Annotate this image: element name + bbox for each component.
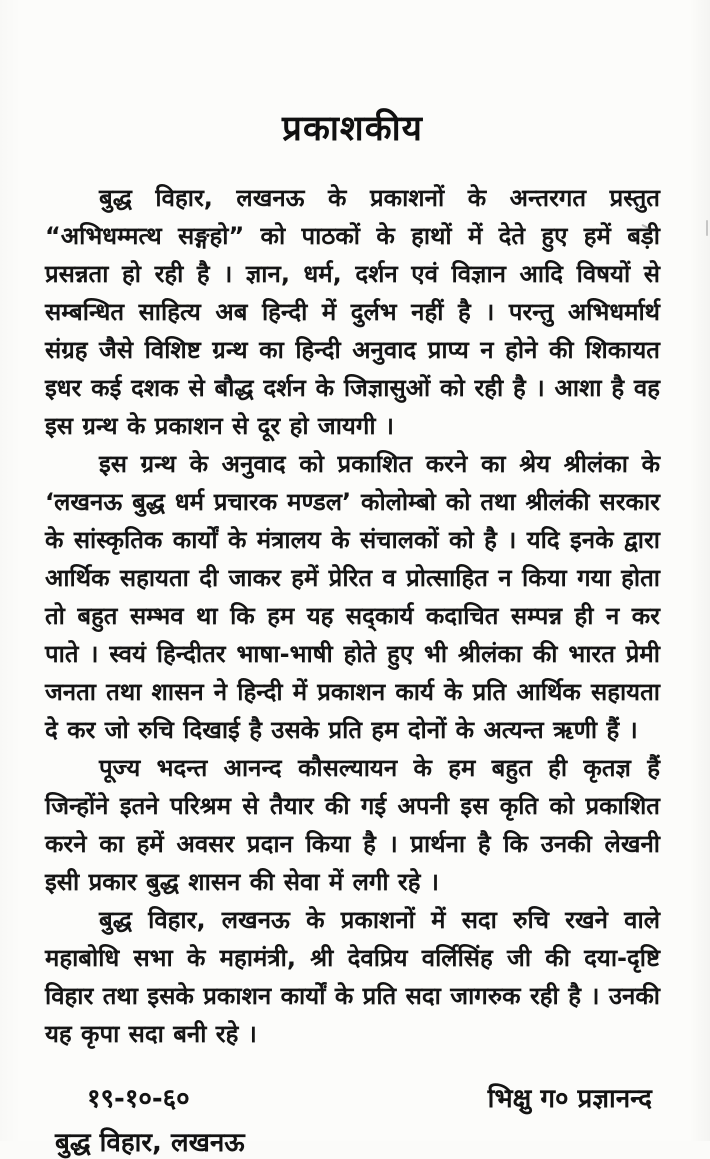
footer-place: बुद्ध विहार, लखनऊ bbox=[55, 1128, 245, 1158]
signature-row bbox=[45, 1079, 660, 1115]
paragraph-2: इस ग्रन्थ के अनुवाद को प्रकाशित करने का श्रेय श्रीलंका के ‘लखनऊ बुद्ध धर्म प्रचारक मण्डल’ कोलोम्बो को तथा श्रीलंकी सरकार के सांस्कृतिक कार्यों के मंत्रालय के संचालकों को है । यदि इनके द्वारा आर्थिक सहायता दी जाकर हमें प्रेरित व प्रोत्साहित न किया गया होता तो बहुत सम्भव था कि हम यह सद्कार्य कदाचित सम्पन्न ही न कर पाते । स्वयं हिन्दीतर भाषा-भाषी होते हुए भी श्रीलंका की भारत प्रेमी जनता तथा शासन ने हिन्दी में प्रकाशन कार्य के प्रति आर्थिक सहायता दे कर जो रुचि दिखाई है उसके प्रति हम दोनों के अत्यन्त ऋणी हैं । bbox=[45, 450, 660, 744]
footer-signature: भिक्षु ग० प्रज्ञानन्द bbox=[487, 1084, 652, 1114]
publisher-note-body bbox=[45, 179, 660, 1053]
paragraph-3: पूज्य भदन्त आनन्द कौसल्यायन के हम बहुत ही कृतज्ञ हैं जिन्होंने इतने परिश्रम से तैयार की गई अपनी इस कृति को प्रकाशित करने का हमें अवसर प्रदान किया है । प्रार्थना है कि उनकी लेखनी इसी प्रकार बुद्ध शासन की सेवा में लगी रहे । bbox=[45, 754, 660, 896]
page-title: प्रकाशकीय bbox=[282, 109, 423, 149]
paragraph-1: बुद्ध विहार, लखनऊ के प्रकाशनों के अन्तरगत प्रस्तुत “अभिधम्मत्थ सङ्गहो” को पाठकों के हाथों में देते हुए हमें बड़ी प्रसन्नता हो रही है । ज्ञान, धर्म, दर्शन एवं विज्ञान आदि विषयों से सम्बन्धित साहित्य अब हिन्दी में दुर्लभ नहीं है । परन्तु अभिधर्मार्थ संग्रह जैसे विशिष्ट ग्रन्थ का हिन्दी अनुवाद प्राप्य न होने की शिकायत इधर कई दशक से बौद्ध दर्शन के जिज्ञासुओं को रही है । आशा है वह इस ग्रन्थ के प्रकाशन से दूर हो जायगी । bbox=[45, 184, 660, 440]
paragraph-4: बुद्ध विहार, लखनऊ के प्रकाशनों में सदा रुचि रखने वाले महाबोधि सभा के महामंत्री, श्री देवप्रिय वर्लिसिंह जी की दया-दृष्टि विहार तथा इसके प्रकाशन कार्यों के प्रति सदा जागरुक रही है । उनकी यह कृपा सदा बनी रहे । bbox=[45, 906, 660, 1048]
footer-date: १९-१०-६० bbox=[87, 1084, 190, 1114]
scan-artifact bbox=[706, 220, 708, 236]
